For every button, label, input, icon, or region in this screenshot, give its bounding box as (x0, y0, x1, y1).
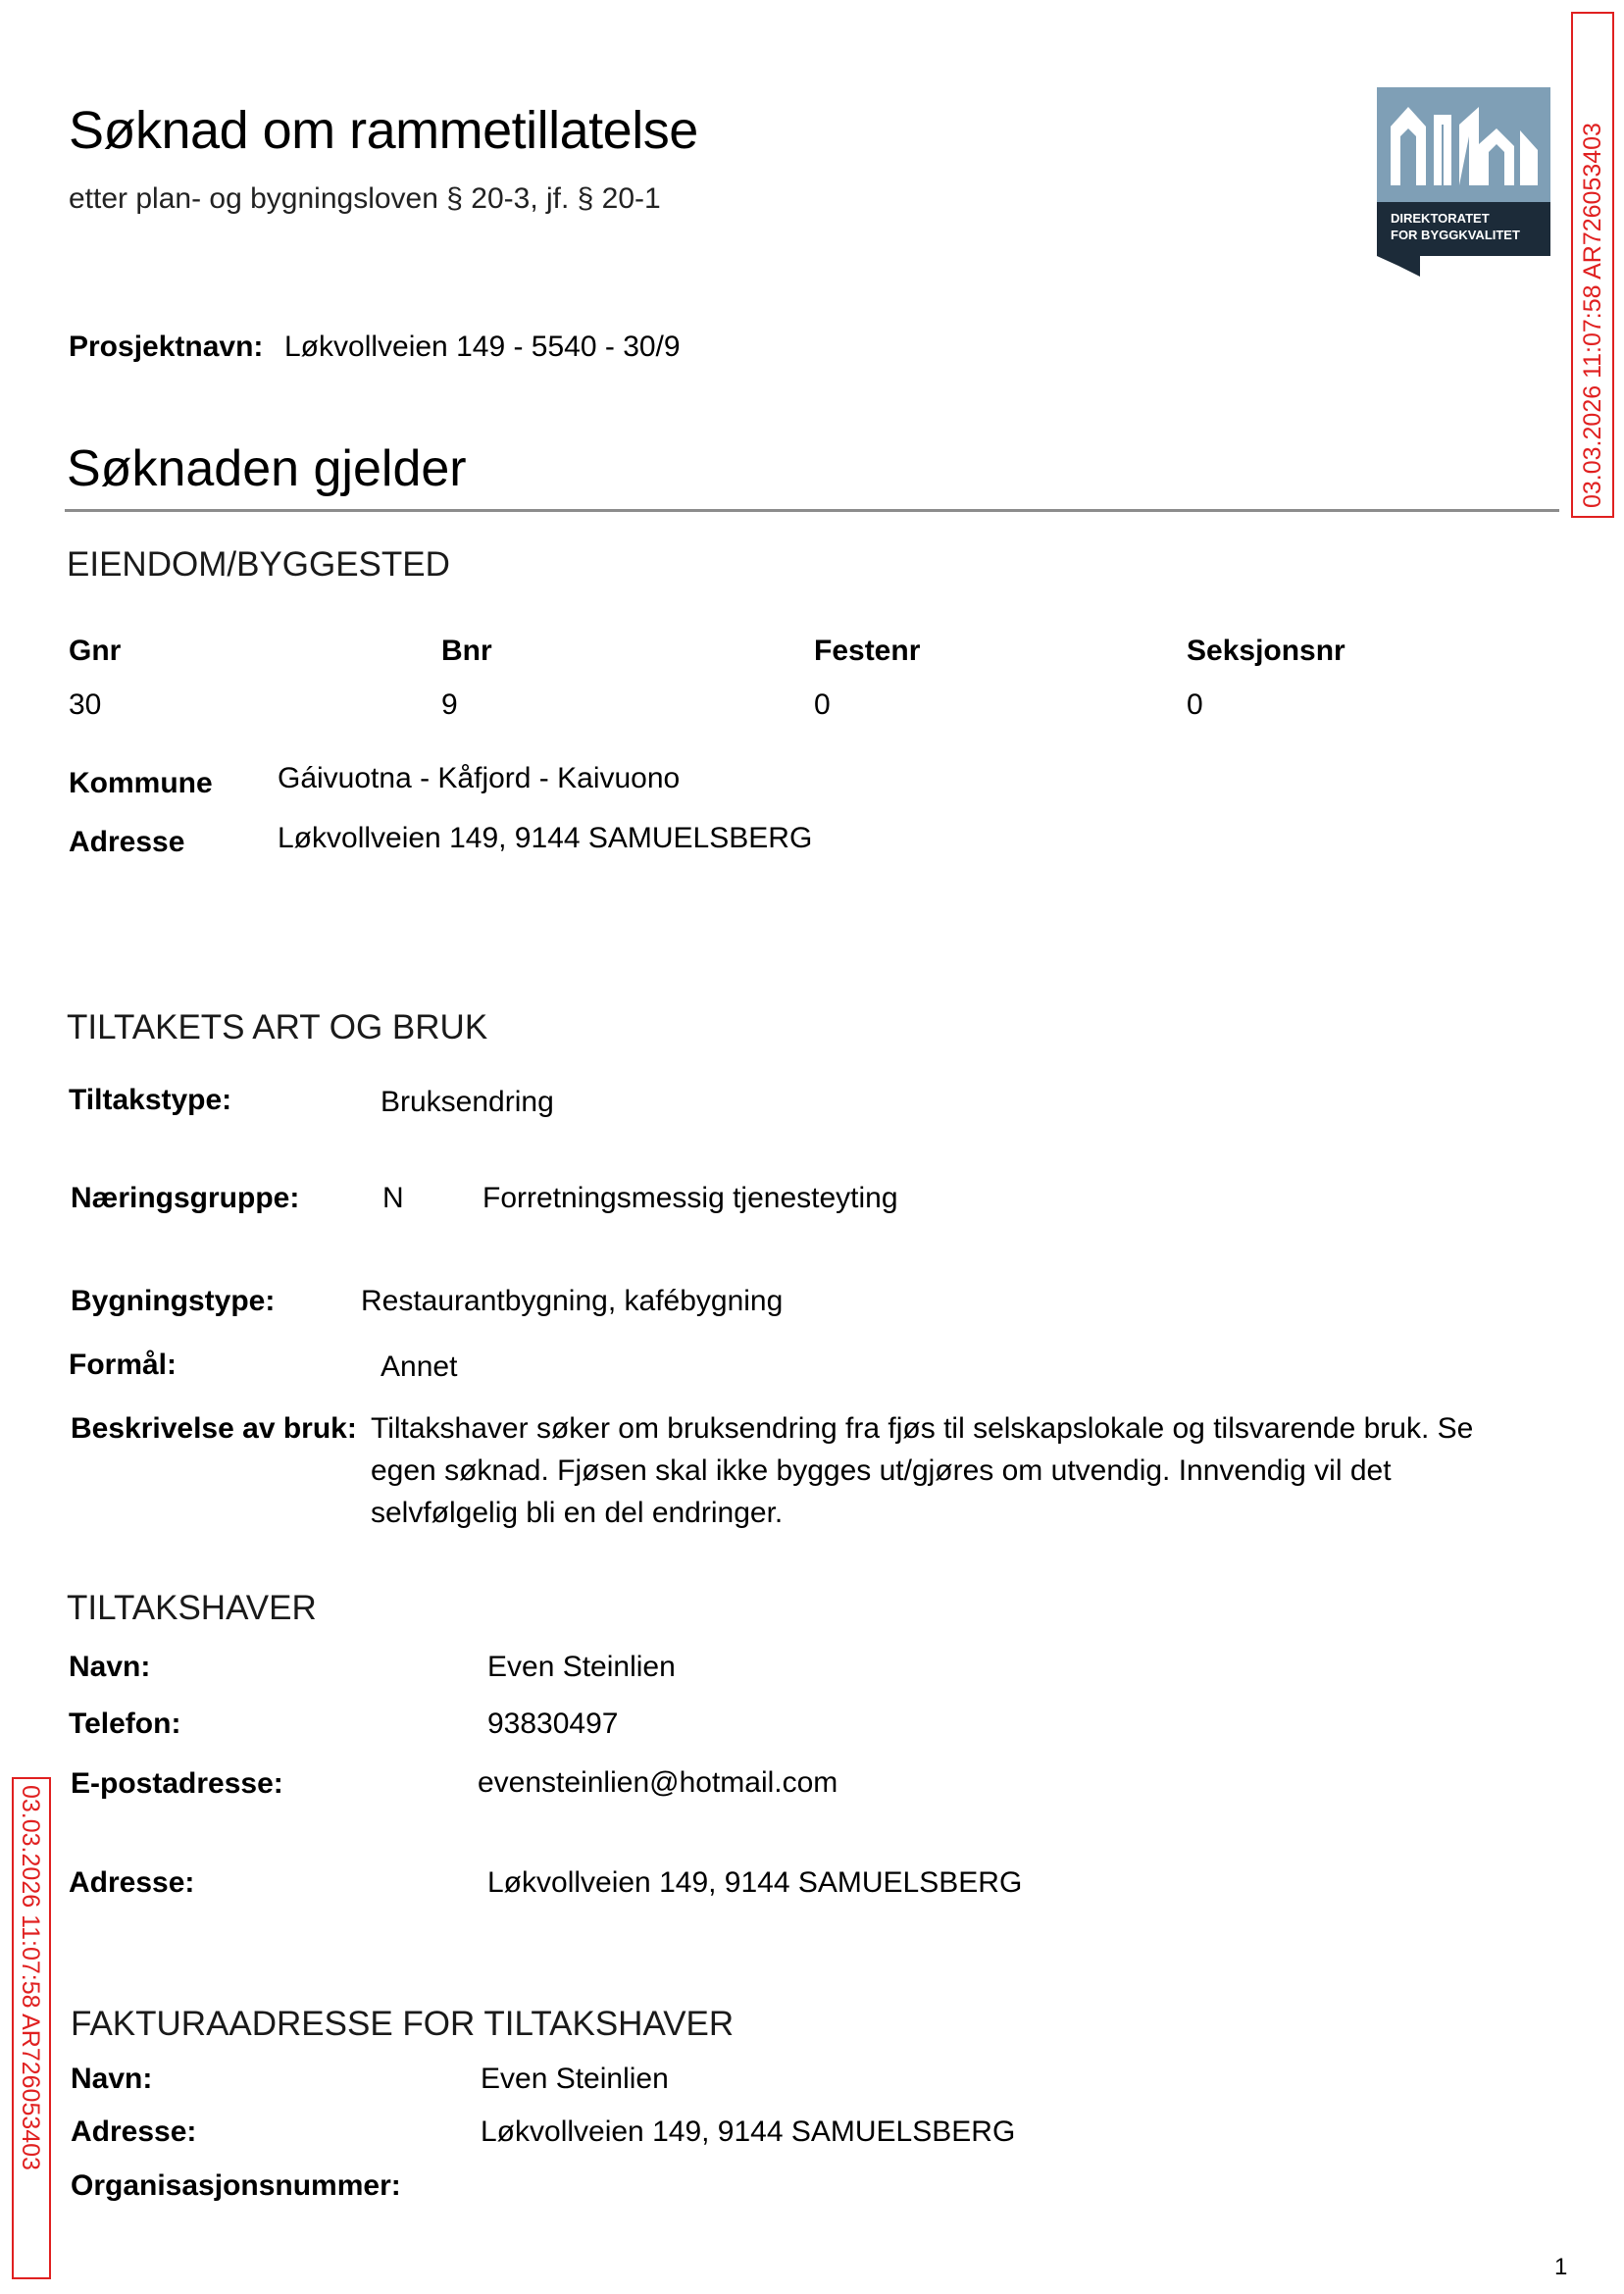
formal-value: Annet (381, 1351, 458, 1383)
applicant-telefon-value: 93830497 (487, 1708, 619, 1740)
invoice-navn-value: Even Steinlien (481, 2063, 669, 2095)
invoice-heading: FAKTURAADRESSE FOR TILTAKSHAVER (71, 2005, 735, 2043)
tiltakstype-label: Tiltakstype: (69, 1084, 232, 1116)
invoice-org-label: Organisasjonsnummer: (71, 2169, 401, 2202)
applicant-adresse-label: Adresse: (69, 1866, 195, 1899)
bygningstype-label: Bygningstype: (71, 1285, 276, 1317)
invoice-adresse-value: Løkvollveien 149, 9144 SAMUELSBERG (481, 2116, 1016, 2148)
beskrivelse-value: Tiltakshaver søker om bruksendring fra fjøs til selskapslokale og tilsvarende bruk. Se egen søknad. Fjøsen skal ikke bygges ut/gjøres om utvendig. Innvendig vil det selvfølgelig bli en del endringer. (371, 1412, 1474, 1529)
stamp-bottom-left (12, 1777, 51, 2279)
property-heading: EIENDOM/BYGGESTED (67, 545, 450, 584)
stamp-bottom-left-text: 03.03.2026 11:07:58 AR726053403 (17, 1785, 44, 2170)
adresse-value: Løkvollveien 149, 9144 SAMUELSBERG (278, 822, 813, 854)
stamp-top-right-text: 03.03.2026 11:07:58 AR726053403 (1579, 123, 1606, 508)
formal-label: Formål: (69, 1349, 178, 1381)
main-heading: Søknaden gjelder (67, 440, 467, 497)
invoice-adresse-label: Adresse: (71, 2116, 197, 2148)
dibk-logo (1377, 87, 1550, 277)
bnr-value: 9 (441, 688, 458, 721)
tiltakstype-value: Bruksendring (381, 1086, 554, 1118)
naeringsgruppe-label: Næringsgruppe: (71, 1182, 300, 1214)
seksjonsnr-label: Seksjonsnr (1187, 635, 1345, 667)
stamp-top-right (1571, 12, 1614, 518)
gnr-label: Gnr (69, 635, 122, 667)
heading-divider (65, 509, 1559, 512)
page-number: 1 (1554, 2254, 1568, 2280)
document-title: Søknad om rammetillatelse (69, 101, 698, 160)
applicant-epost-value: evensteinlien@hotmail.com (478, 1766, 838, 1799)
applicant-epost-label: E-postadresse: (71, 1767, 283, 1800)
naeringsgruppe-value: Forretningsmessig tjenesteyting (482, 1182, 898, 1214)
naeringsgruppe-code: N (382, 1182, 404, 1214)
project-value: Løkvollveien 149 - 5540 - 30/9 (284, 331, 681, 363)
applicant-navn-value: Even Steinlien (487, 1651, 676, 1683)
logo-text-line-2: FOR BYGGKVALITET (1391, 228, 1520, 242)
kommune-label: Kommune (69, 767, 213, 799)
bygningstype-value: Restaurantbygning, kafébygning (361, 1285, 784, 1317)
invoice-navn-label: Navn: (71, 2063, 153, 2095)
beskrivelse-label: Beskrivelse av bruk: (71, 1412, 357, 1445)
applicant-navn-label: Navn: (69, 1651, 151, 1683)
applicant-telefon-label: Telefon: (69, 1708, 181, 1740)
measure-heading: TILTAKETS ART OG BRUK (67, 1008, 488, 1046)
project-label: Prosjektnavn: (69, 331, 264, 363)
applicant-heading: TILTAKSHAVER (67, 1589, 317, 1627)
applicant-adresse-value: Løkvollveien 149, 9144 SAMUELSBERG (487, 1866, 1023, 1899)
document-subtitle: etter plan- og bygningsloven § 20-3, jf. § 20-1 (69, 182, 661, 215)
seksjonsnr-value: 0 (1187, 688, 1203, 721)
logo-text-line-1: DIREKTORATET (1391, 211, 1490, 226)
bnr-label: Bnr (441, 635, 492, 667)
gnr-value: 30 (69, 688, 102, 721)
kommune-value: Gáivuotna - Kåfjord - Kaivuono (278, 762, 681, 794)
festenr-label: Festenr (814, 635, 921, 667)
adresse-label: Adresse (69, 826, 185, 858)
festenr-value: 0 (814, 688, 831, 721)
